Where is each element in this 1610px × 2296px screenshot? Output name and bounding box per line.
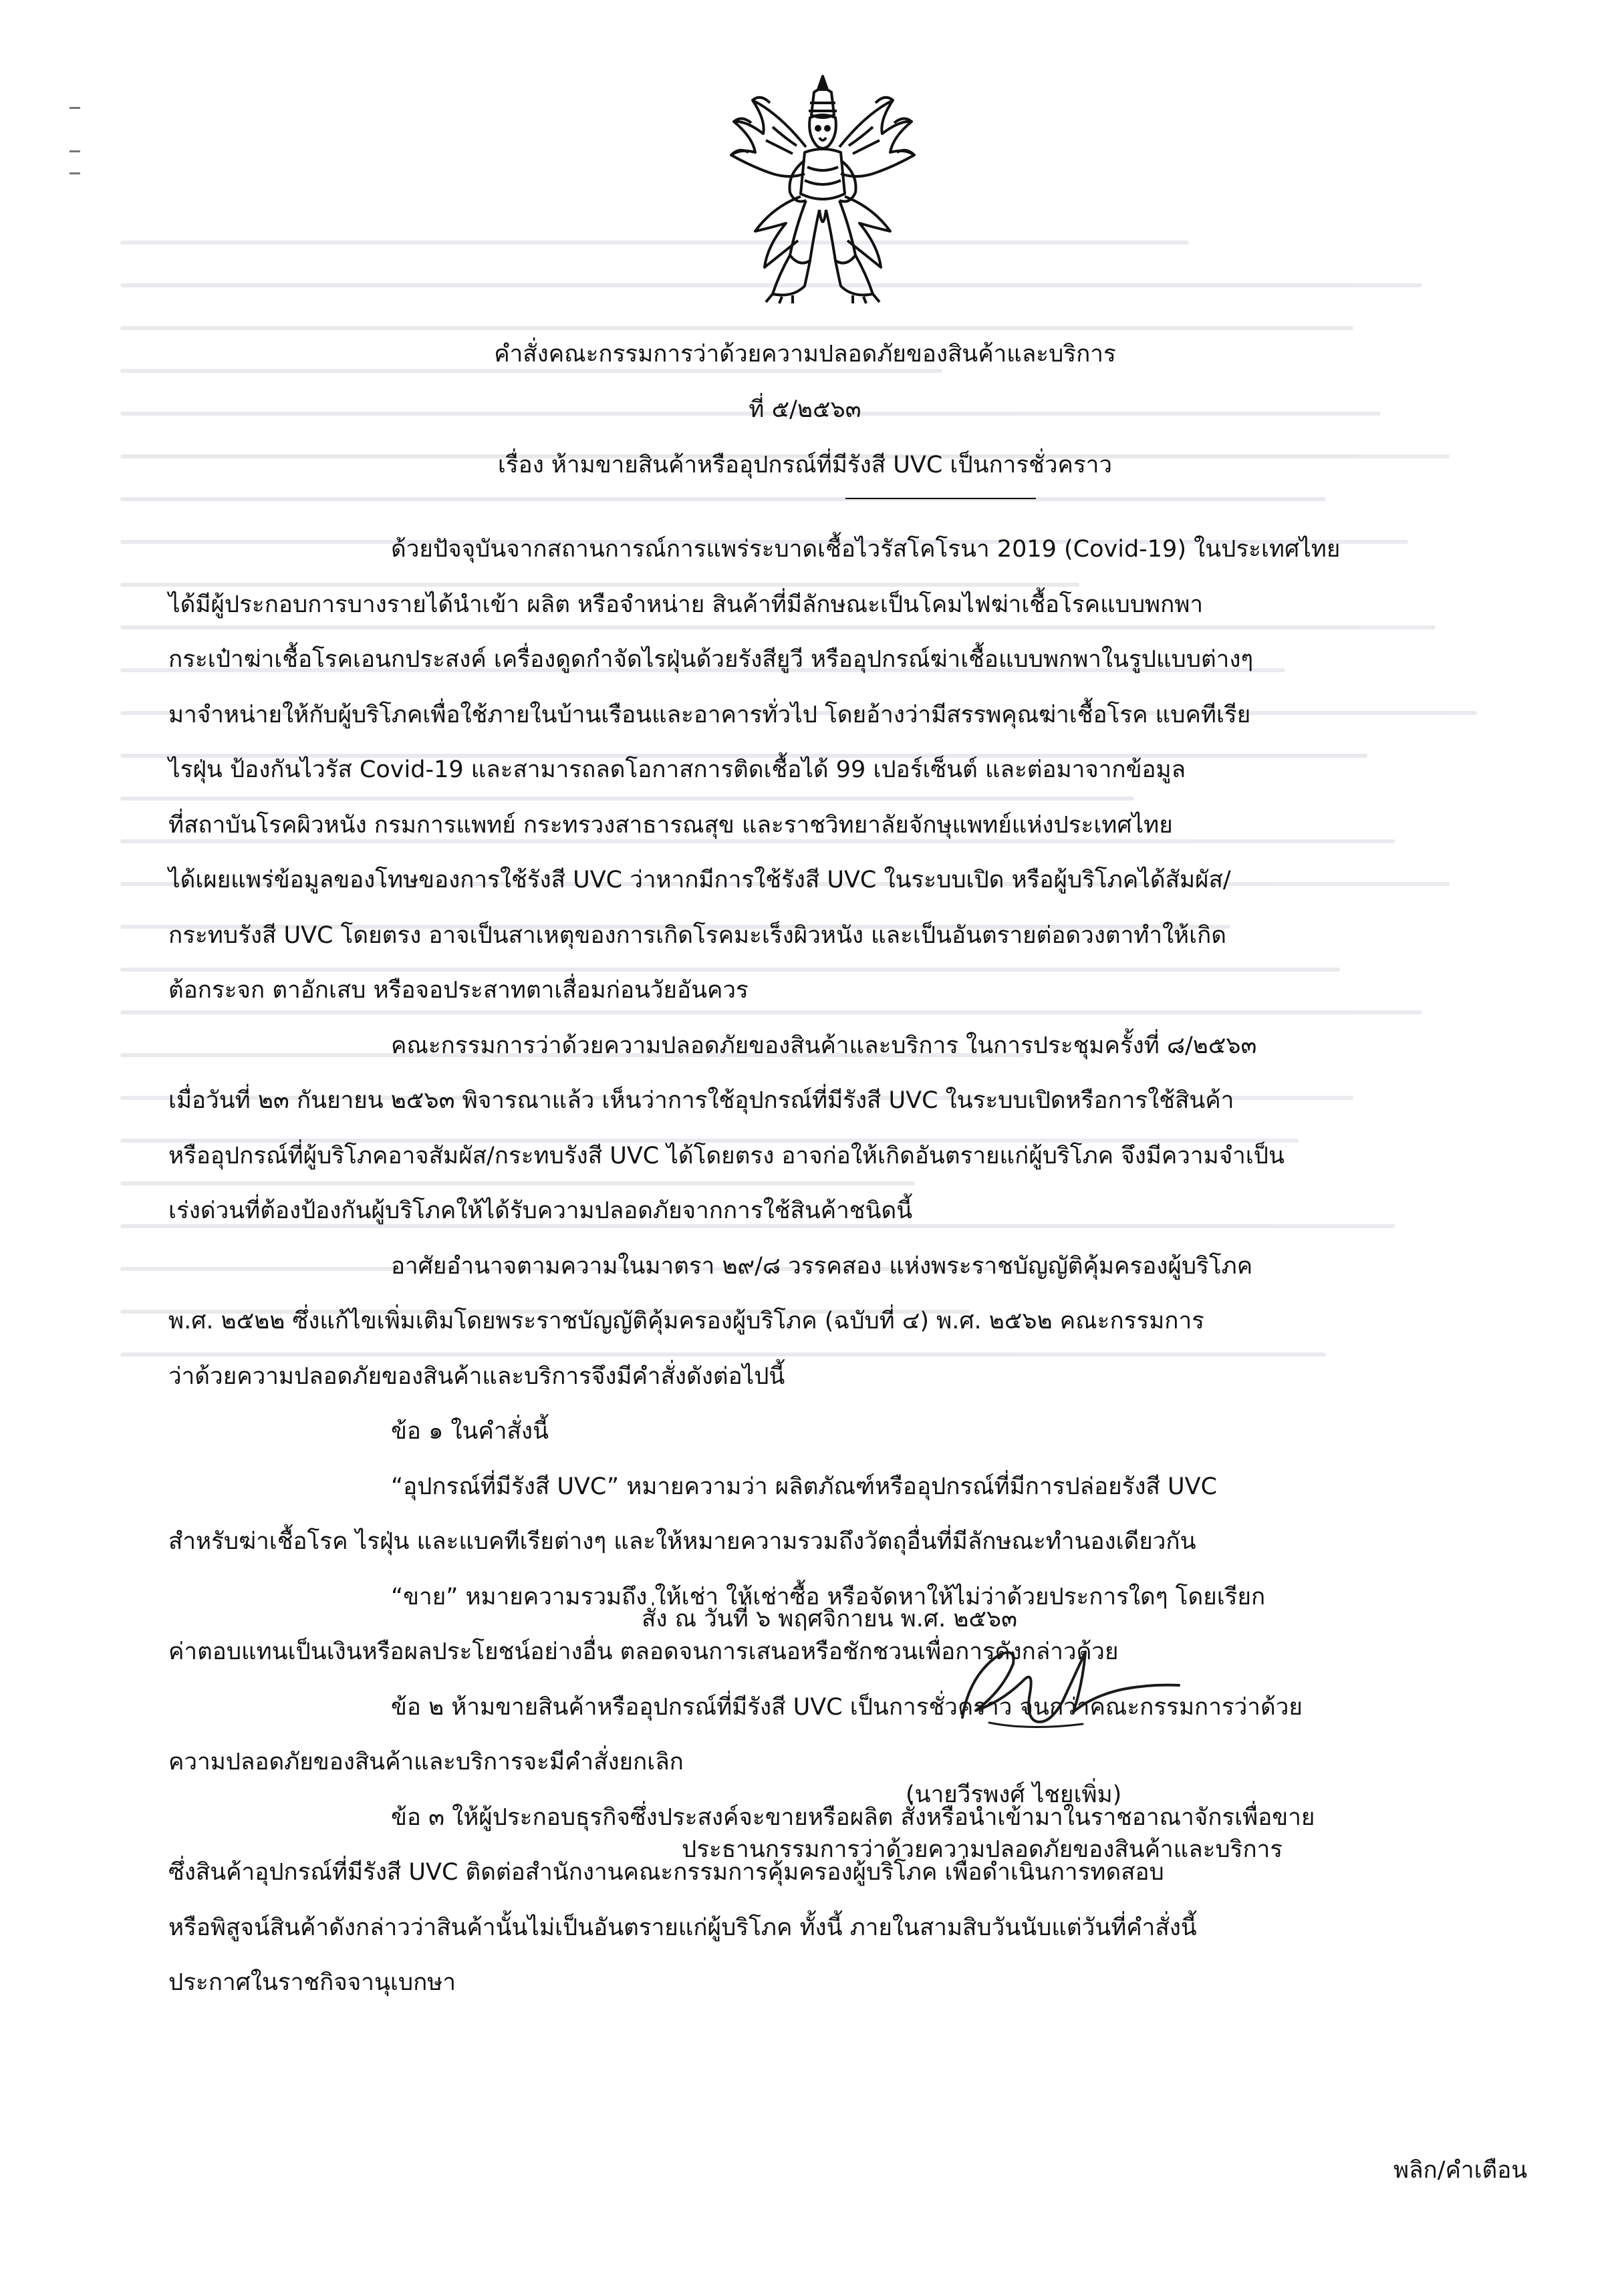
body-line: หรืออุปกรณ์ที่ผู้บริโภคอาจสัมผัส/กระทบรังสี UVC ได้โดยตรง อาจก่อให้เกิดอันตรายแก่ผู้บริโภค จึงมีความจำเป็น [168, 1143, 1285, 1169]
body-line: ต้อกระจก ตาอักเสบ หรือจอประสาทตาเสื่อมก่อนวัยอันควร [168, 977, 749, 1004]
body-line: ไรฝุ่น ป้องกันไวรัส Covid-19 และสามารถลดโอกาสการติดเชื้อได้ 99 เปอร์เซ็นต์ และต่อมาจากข้อมูล [168, 756, 1186, 783]
body-line: สำหรับฆ่าเชื้อโรค ไรฝุ่น และแบคทีเรียต่างๆ และให้หมายความรวมถึงวัตถุอื่นที่มีลักษณะทำนองเดียวกัน [168, 1528, 1196, 1555]
body-line: ซึ่งสินค้าอุปกรณ์ที่มีรังสี UVC ติดต่อสำนักงานคณะกรรมการคุ้มครองผู้บริโภค เพื่อดำเนินการทดสอบ [168, 1859, 1164, 1886]
body-line: ว่าด้วยความปลอดภัยของสินค้าและบริการจึงมีคำสั่งดังต่อไปนี้ [168, 1363, 785, 1390]
body-line: ข้อ ๒ ห้ามขายสินค้าหรืออุปกรณ์ที่มีรังสี UVC เป็นการชั่วคราว จนกว่าคณะกรรมการว่าด้วย [391, 1694, 1303, 1721]
divider-line [845, 498, 1036, 499]
body-line: ค่าตอบแทนเป็นเงินหรือผลประโยชน์อย่างอื่น ตลอดจนการเสนอหรือชักชวนเพื่อการดังกล่าวด้วย [168, 1638, 1119, 1665]
body-line: เร่งด่วนที่ต้องป้องกันผู้บริโภคให้ได้รับความปลอดภัยจากการใช้สินค้าชนิดนี้ [168, 1197, 913, 1224]
body-line: “อุปกรณ์ที่มีรังสี UVC” หมายความว่า ผลิตภัณฑ์หรืออุปกรณ์ที่มีการปล่อยรังสี UVC [391, 1473, 1218, 1500]
body-line: ที่สถาบันโรคผิวหนัง กรมการแพทย์ กระทรวงสาธารณสุข และราชวิทยาลัยจักษุแพทย์แห่งประเทศไทย [168, 812, 1173, 839]
body-line: ประกาศในราชกิจจานุเบกษา [168, 1969, 456, 1996]
body-line: เมื่อวันที่ ๒๓ กันยายน ๒๕๖๓ พิจารณาแล้ว เห็นว่าการใช้อุปกรณ์ที่มีรังสี UVC ในระบบเปิดหรือการใช้สินค้า [168, 1087, 1234, 1114]
order-subject: เรื่อง ห้ามขายสินค้าหรืออุปกรณ์ที่มีรังสี UVC เป็นการชั่วคราว [497, 452, 1113, 478]
body-line: กระเป๋าฆ่าเชื้อโรคเอนกประสงค์ เครื่องดูดกำจัดไรฝุ่นด้วยรังสียูวี หรืออุปกรณ์ฆ่าเชื้อแบบพกพาในรูปแบบต่างๆ [168, 646, 1254, 673]
body-line: “ขาย” หมายความรวมถึง ให้เช่า ให้เช่าซื้อ หรือจัดหาให้ไม่ว่าด้วยประการใดๆ โดยเรียก [391, 1584, 1266, 1610]
scan-edge-mark [70, 172, 80, 174]
body-line: กระทบรังสี UVC โดยตรง อาจเป็นสาเหตุของการเกิดโรคมะเร็งผิวหนัง และเป็นอันตรายต่อดวงตาทำให้เกิด [168, 922, 1227, 949]
body-line: ได้มีผู้ประกอบการบางรายได้นำเข้า ผลิต หรือจำหน่าย สินค้าที่มีลักษณะเป็นโคมไฟฆ่าเชื้อโรคแบบพกพา [168, 591, 1204, 618]
body-line: มาจำหน่ายให้กับผู้บริโภคเพื่อใช้ภายในบ้านเรือนและอาคารทั่วไป โดยอ้างว่ามีสรรพคุณฆ่าเชื้อโรค แบคทีเรีย [168, 702, 1251, 728]
order-date: สั่ง ณ วันที่ ๖ พฤศจิกายน พ.ศ. ๒๕๖๓ [642, 1606, 1018, 1632]
order-number: ที่ ๕/๒๕๖๓ [749, 396, 861, 423]
body-line: ข้อ ๑ ในคำสั่งนี้ [391, 1418, 549, 1445]
body-line: พ.ศ. ๒๕๒๒ ซึ่งแก้ไขเพิ่มเติมโดยพระราชบัญญัติคุ้มครองผู้บริโภค (ฉบับที่ ๔) พ.ศ. ๒๕๖๒ คณะกรรมการ [168, 1308, 1204, 1334]
body-line: หรือพิสูจน์สินค้าดังกล่าวว่าสินค้านั้นไม่เป็นอันตรายแก่ผู้บริโภค ทั้งนี้ ภายในสามสิบวันนับแต่วันที่คำสั่งนี้ [168, 1914, 1197, 1941]
scan-edge-mark [70, 107, 80, 109]
body-line: คณะกรรมการว่าด้วยความปลอดภัยของสินค้าและบริการ ในการประชุมครั้งที่ ๘/๒๕๖๓ [391, 1032, 1257, 1059]
order-title: คำสั่งคณะกรรมการว่าด้วยความปลอดภัยของสินค้าและบริการ [494, 341, 1116, 368]
body-line: ด้วยปัจจุบันจากสถานการณ์การแพร่ระบาดเชื้อไวรัสโคโรนา 2019 (Covid-19) ในประเทศไทย [391, 536, 1341, 563]
body-line: ได้เผยแพร่ข้อมูลของโทษของการใช้รังสี UVC ว่าหากมีการใช้รังสี UVC ในระบบเปิด หรือผู้บริโภคได้สัมผัส/ [168, 867, 1231, 893]
garuda-emblem-icon [726, 74, 920, 304]
handwritten-signature [949, 1637, 1196, 1744]
scan-edge-mark [70, 150, 80, 152]
body-line: ความปลอดภัยของสินค้าและบริการจะมีคำสั่งยกเลิก [168, 1749, 684, 1775]
signer-title: ประธานกรรมการว่าด้วยความปลอดภัยของสินค้าและบริการ [682, 1836, 1283, 1863]
body-line: อาศัยอำนาจตามความในมาตรา ๒๙/๘ วรรคสอง แห่งพระราชบัญญัติคุ้มครองผู้บริโภค [391, 1253, 1253, 1280]
body-line: ข้อ ๓ ให้ผู้ประกอบธุรกิจซึ่งประสงค์จะขายหรือผลิต สั่งหรือนำเข้ามาในราชอาณาจักรเพื่อขาย [391, 1804, 1315, 1831]
turn-over-note: พลิก/คำเตือน [1393, 2157, 1528, 2184]
signer-name: (นายวีรพงศ์ ไชยเพิ่ม) [906, 1781, 1122, 1808]
